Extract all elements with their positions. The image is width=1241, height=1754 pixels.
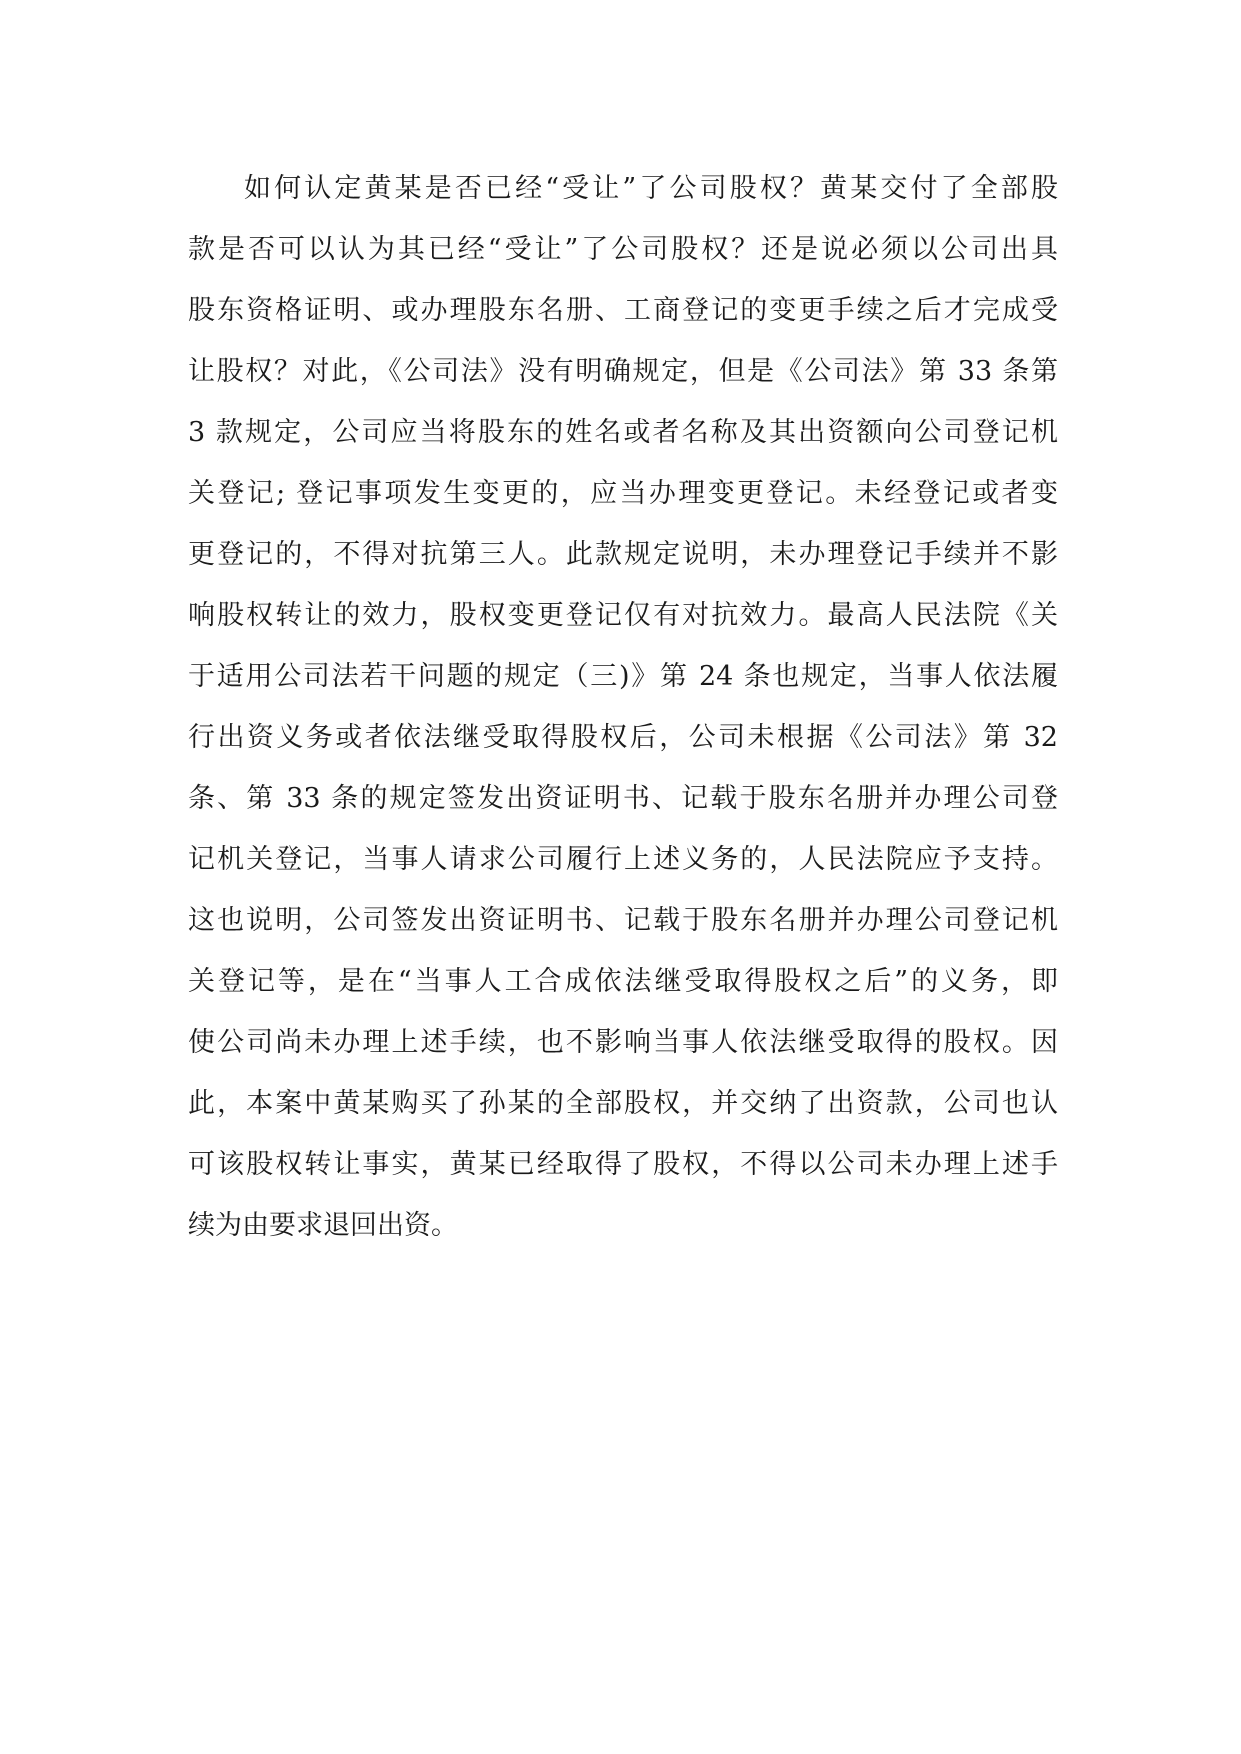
paragraph-line: 使公司尚未办理上述手续，也不影响当事人依法继受取得的股权。因 [188,1027,1058,1058]
paragraph-line: 续为由要求退回出资。 [188,1210,458,1241]
paragraph-line: 于适用公司法若干问题的规定（三)》第 24 条也规定，当事人依法履 [188,661,1058,692]
paragraph-line: 股东资格证明、或办理股东名册、工商登记的变更手续之后才完成受 [188,295,1058,326]
paragraph-line: 3 款规定，公司应当将股东的姓名或者名称及其出资额向公司登记机 [188,417,1058,448]
paragraph-line: 让股权？对此，《公司法》没有明确规定，但是《公司法》第 33 条第 [188,356,1058,387]
paragraph-line: 更登记的，不得对抗第三人。此款规定说明，未办理登记手续并不影 [188,539,1058,570]
paragraph-line: 行出资义务或者依法继受取得股权后，公司未根据《公司法》第 32 [188,722,1058,753]
paragraph-line: 款是否可以认为其已经“受让”了公司股权？还是说必须以公司出具 [188,234,1058,265]
paragraph-line: 这也说明，公司签发出资证明书、记载于股东名册并办理公司登记机 [188,905,1058,936]
paragraph-line: 如何认定黄某是否已经“受让”了公司股权？黄某交付了全部股 [244,173,1058,204]
paragraph-line: 记机关登记，当事人请求公司履行上述义务的，人民法院应予支持。 [188,844,1058,875]
paragraph-line: 响股权转让的效力，股权变更登记仅有对抗效力。最高人民法院《关 [188,600,1058,631]
paragraph-line: 条、第 33 条的规定签发出资证明书、记载于股东名册并办理公司登 [188,783,1058,814]
body-paragraph [188,158,1058,1256]
paragraph-line: 关登记等，是在“当事人工合成依法继受取得股权之后”的义务，即 [188,966,1058,997]
paragraph-line: 可该股权转让事实，黄某已经取得了股权，不得以公司未办理上述手 [188,1149,1058,1180]
paragraph-line: 此，本案中黄某购买了孙某的全部股权，并交纳了出资款，公司也认 [188,1088,1058,1119]
paragraph-line: 关登记; 登记事项发生变更的，应当办理变更登记。未经登记或者变 [188,478,1058,509]
